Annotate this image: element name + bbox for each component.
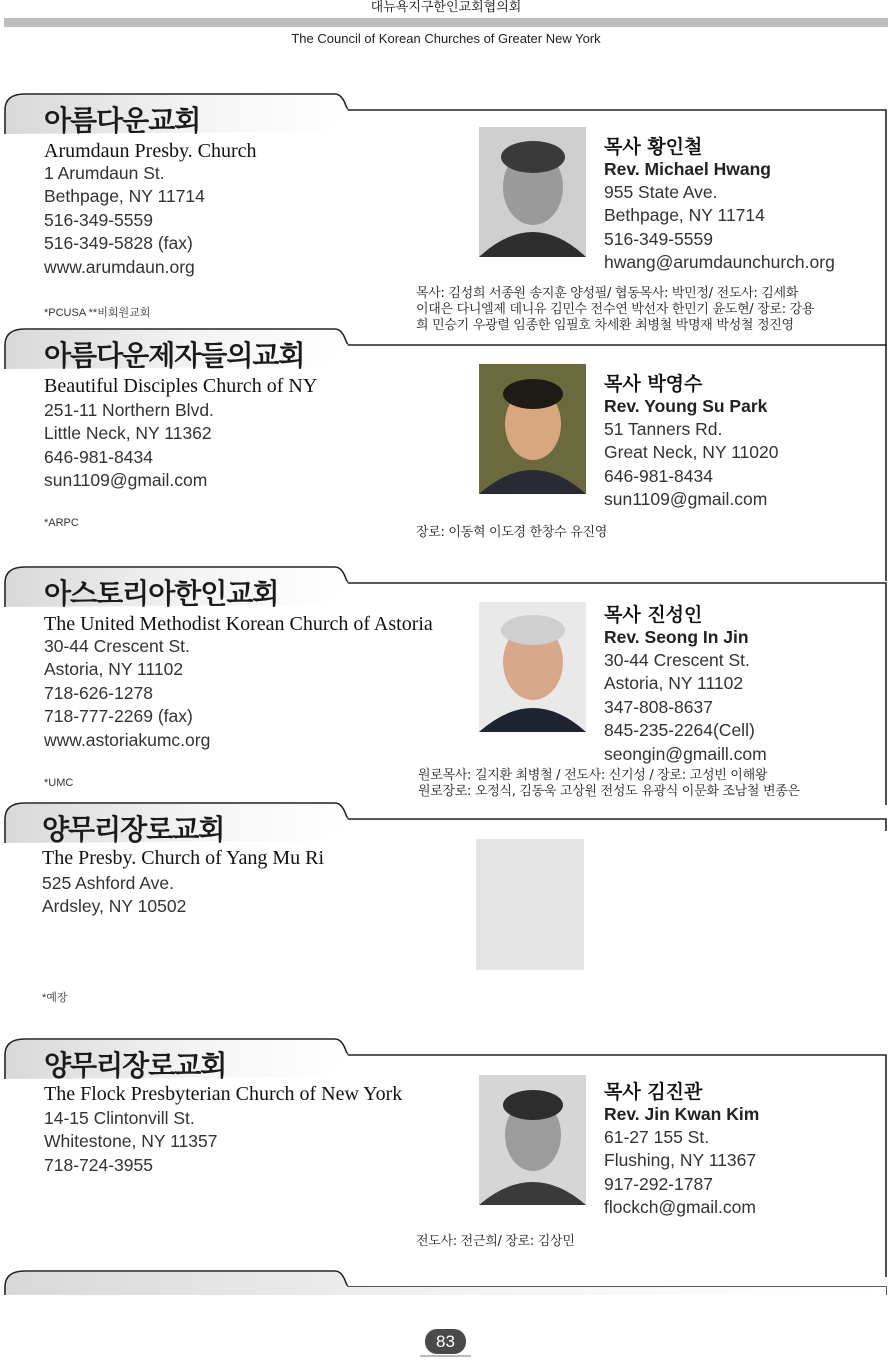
church-address-block: [44, 1107, 218, 1177]
pastor-title-english: Rev. Jin Kwan Kim: [604, 1104, 760, 1124]
pastor-portrait-image: [479, 364, 586, 494]
pastor-photo: [479, 127, 586, 257]
staff-line: 희 민승기 우광렬 임종한 임필호 차세환 최병철 박명재 박성철 정진영: [416, 318, 794, 333]
pastor-phone: 516-349-5559: [604, 228, 713, 249]
pastor-portrait-image: [479, 602, 586, 732]
church-name-english: The Presby. Church of Yang Mu Ri: [42, 847, 325, 869]
pastor-phone: 917-292-1787: [604, 1173, 713, 1194]
church-name-english: Beautiful Disciples Church of NY: [44, 375, 318, 397]
pastor-email-link[interactable]: hwang@arumdaunchurch.org: [604, 252, 835, 273]
pastor-address-line: 955 State Ave.: [604, 182, 718, 202]
website-link[interactable]: www.arumdaun.org: [44, 256, 195, 277]
staff-line: 전도사: 전근희/ 장로: 김상민: [416, 1234, 575, 1249]
church-address-block: [44, 162, 205, 279]
pastor-phone: 347-808-8637: [604, 696, 713, 717]
header-divider: [4, 18, 888, 27]
pastor-contact-block: [604, 1126, 756, 1220]
address-line: 251-11 Northern Blvd.: [44, 400, 214, 420]
address-line: 1 Arumdaun St.: [44, 163, 165, 183]
church-address-block: [42, 872, 186, 919]
pastor-address-line: Flushing, NY 11367: [604, 1150, 757, 1171]
page-number: 83: [425, 1329, 466, 1354]
pastor-photo-placeholder: [476, 839, 584, 970]
phone: 516-349-5559: [44, 209, 153, 230]
pastor-address-line: Great Neck, NY 11020: [604, 442, 779, 463]
staff-list: [418, 768, 800, 800]
denomination-note: *UMC: [44, 777, 74, 789]
pastor-photo: [479, 1075, 586, 1205]
pastor-address-line: 30-44 Crescent St.: [604, 650, 750, 670]
church-address-block: [44, 635, 210, 752]
pastor-photo: [479, 602, 586, 732]
staff-line: 이대은 다니엘제 데니유 김민수 전수연 박선자 한민기 윤도현/ 장로: 강용: [416, 302, 815, 317]
church-name-korean: 아스토리아한인교회: [44, 577, 279, 610]
address-line: Ardsley, NY 10502: [42, 896, 187, 917]
denomination-note: *PCUSA **비회원교회: [44, 307, 151, 319]
address-line: Little Neck, NY 11362: [44, 423, 212, 444]
church-name-english: The Flock Presbyterian Church of New York: [44, 1083, 403, 1105]
pastor-title-english: Rev. Young Su Park: [604, 396, 768, 416]
church-entry: [0, 801, 892, 1041]
church-name-korean: 양무리장로교회: [42, 813, 225, 846]
address-line: Bethpage, NY 11714: [44, 186, 205, 207]
address-line: 30-44 Crescent St.: [44, 636, 190, 656]
address-line: 525 Ashford Ave.: [42, 873, 175, 893]
pastor-title-english: Rev. Michael Hwang: [604, 159, 771, 179]
church-entry: [0, 92, 892, 346]
fax: 718-777-2269 (fax): [44, 706, 193, 727]
pastor-portrait-image: [479, 127, 586, 257]
phone: 718-626-1278: [44, 682, 153, 703]
church-name-korean: 아름다운제자들의교회: [44, 339, 305, 372]
pastor-title-english: Rev. Seong In Jin: [604, 627, 749, 647]
pastor-address-line: 61-27 155 St.: [604, 1127, 710, 1147]
staff-line: 원로장로: 오정식, 김동욱 고상원 전성도 유광식 이문화 조남철 변종은: [418, 784, 800, 799]
church-entry: [0, 565, 892, 805]
staff-line: 목사: 김성희 서종원 송지훈 양성필/ 협동목사: 박민정/ 전도사: 김세화: [416, 286, 799, 301]
pastor-contact-block: [604, 418, 778, 512]
staff-list: [416, 525, 607, 541]
address-line: Whitestone, NY 11357: [44, 1131, 218, 1152]
denomination-note: *ARPC: [44, 517, 79, 529]
page-number-underline: [420, 1355, 471, 1357]
email-link[interactable]: sun1109@gmail.com: [44, 470, 208, 491]
pastor-title-korean: 목사 김진관: [604, 1081, 703, 1103]
address-line: 14-15 Clintonvill St.: [44, 1108, 195, 1128]
phone: 646-981-8434: [44, 446, 153, 467]
church-name-english: Arumdaun Presby. Church: [44, 140, 257, 162]
header-english-title: The Council of Korean Churches of Greater New York: [291, 31, 601, 46]
fax: 516-349-5828 (fax): [44, 233, 193, 254]
pastor-email-link[interactable]: seongin@gmaill.com: [604, 743, 767, 764]
pastor-portrait-image: [479, 1075, 586, 1205]
pastor-email-link[interactable]: flockch@gmail.com: [604, 1197, 756, 1218]
denomination-note: *예장: [42, 992, 68, 1004]
church-entry: [0, 327, 892, 581]
phone: 718-724-3955: [44, 1154, 153, 1175]
pastor-contact-block: [604, 181, 835, 275]
pastor-title-korean: 목사 박영수: [604, 373, 703, 395]
pastor-address-line: Astoria, NY 11102: [604, 673, 744, 694]
church-address-block: [44, 399, 214, 493]
church-name-korean: 아름다운교회: [44, 104, 201, 137]
pastor-address-line: 51 Tanners Rd.: [604, 419, 723, 439]
pastor-title-korean: 목사 진성인: [604, 604, 703, 626]
pastor-phone: 646-981-8434: [604, 465, 713, 486]
address-line: Astoria, NY 11102: [44, 659, 184, 680]
staff-list: [416, 1234, 575, 1250]
website-link[interactable]: www.astoriakumc.org: [44, 729, 211, 750]
header-korean-title: 대뉴욕지구한인교회협의회: [370, 0, 522, 15]
church-name-english: The United Methodist Korean Church of Astoria: [44, 613, 433, 635]
pastor-title-korean: 목사 황인철: [604, 136, 703, 158]
pastor-photo: [479, 364, 586, 494]
church-entry: [0, 1037, 892, 1299]
pastor-cell-phone: 845-235-2264(Cell): [604, 720, 755, 741]
staff-line: 장로: 이동혁 이도경 한창수 유진영: [416, 525, 608, 540]
pastor-address-line: Bethpage, NY 11714: [604, 205, 765, 226]
staff-line: 원로목사: 길지환 최병철 / 전도사: 신기성 / 장로: 고성빈 이해왕: [418, 768, 768, 783]
pastor-email-link[interactable]: sun1109@gmail.com: [604, 489, 768, 510]
church-name-korean: 양무리장로교회: [44, 1049, 227, 1082]
pastor-contact-block: [604, 649, 767, 766]
